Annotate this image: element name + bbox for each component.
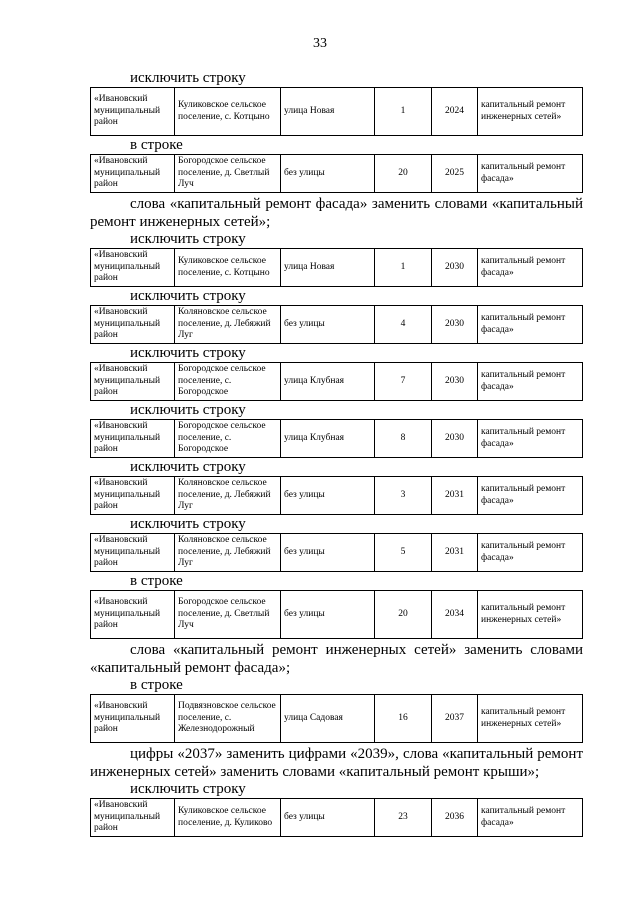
year-cell: 2030 — [432, 306, 478, 344]
table-row — [91, 363, 583, 401]
instruction-line: исключить строку — [130, 231, 246, 247]
settlement-cell: Подвязновское сельское поселение, с. Железнодорожный — [175, 695, 281, 743]
settlement-cell: Куликовское сельское поселение, с. Котцыно — [175, 249, 281, 287]
year-cell: 2037 — [432, 695, 478, 743]
instruction-line: исключить строку — [130, 288, 246, 304]
table-row — [91, 249, 583, 287]
year-cell: 2025 — [432, 155, 478, 193]
settlement-cell: Куликовское сельское поселение, д. Куликово — [175, 799, 281, 837]
table-row — [91, 695, 583, 743]
settlement-cell: Богородское сельское поселение, с. Богородское — [175, 420, 281, 458]
work-type-cell: капитальный ремонт фасада» — [478, 306, 583, 344]
work-type-cell: капитальный ремонт инженерных сетей» — [478, 695, 583, 743]
schedule-row-table — [90, 419, 583, 458]
table-row — [91, 591, 583, 639]
district-cell: «Ивановский муниципальный район — [91, 155, 175, 193]
amendment-paragraph: слова «капитальный ремонт фасада» заменить словами «капитальный ремонт инженерных сетей»; — [90, 196, 583, 230]
year-cell: 2030 — [432, 420, 478, 458]
amendment-paragraph: цифры «2037» заменить цифрами «2039», слова «капитальный ремонт инженерных сетей» заменить словами «капитальный ремонт крыши»; — [90, 746, 583, 780]
schedule-row-table — [90, 476, 583, 515]
schedule-row-table — [90, 154, 583, 193]
table-row — [91, 420, 583, 458]
work-type-cell: капитальный ремонт фасада» — [478, 155, 583, 193]
house-number-cell: 20 — [375, 591, 432, 639]
instruction-line: исключить строку — [130, 70, 246, 86]
instruction-line: исключить строку — [130, 781, 246, 797]
street-cell: без улицы — [281, 534, 375, 572]
table-row — [91, 88, 583, 136]
settlement-cell: Богородское сельское поселение, с. Богородское — [175, 363, 281, 401]
district-cell: «Ивановский муниципальный район — [91, 591, 175, 639]
work-type-cell: капитальный ремонт инженерных сетей» — [478, 591, 583, 639]
settlement-cell: Богородское сельское поселение, д. Светлый Луч — [175, 155, 281, 193]
work-type-cell: капитальный ремонт фасада» — [478, 420, 583, 458]
table-row — [91, 306, 583, 344]
house-number-cell: 1 — [375, 249, 432, 287]
street-cell: улица Клубная — [281, 420, 375, 458]
instruction-line: в строке — [130, 573, 183, 589]
document-body — [90, 70, 583, 838]
street-cell: улица Новая — [281, 88, 375, 136]
year-cell: 2024 — [432, 88, 478, 136]
year-cell: 2034 — [432, 591, 478, 639]
schedule-row-table — [90, 362, 583, 401]
house-number-cell: 8 — [375, 420, 432, 458]
settlement-cell: Коляновское сельское поселение, д. Лебяжий Луг — [175, 534, 281, 572]
house-number-cell: 5 — [375, 534, 432, 572]
house-number-cell: 4 — [375, 306, 432, 344]
settlement-cell: Коляновское сельское поселение, д. Лебяжий Луг — [175, 477, 281, 515]
house-number-cell: 7 — [375, 363, 432, 401]
instruction-line: исключить строку — [130, 402, 246, 418]
settlement-cell: Куликовское сельское поселение, с. Котцыно — [175, 88, 281, 136]
instruction-line: исключить строку — [130, 516, 246, 532]
schedule-row-table — [90, 533, 583, 572]
work-type-cell: капитальный ремонт инженерных сетей» — [478, 88, 583, 136]
work-type-cell: капитальный ремонт фасада» — [478, 799, 583, 837]
district-cell: «Ивановский муниципальный район — [91, 88, 175, 136]
street-cell: улица Садовая — [281, 695, 375, 743]
work-type-cell: капитальный ремонт фасада» — [478, 363, 583, 401]
district-cell: «Ивановский муниципальный район — [91, 695, 175, 743]
district-cell: «Ивановский муниципальный район — [91, 477, 175, 515]
house-number-cell: 16 — [375, 695, 432, 743]
instruction-line: исключить строку — [130, 459, 246, 475]
schedule-row-table — [90, 694, 583, 743]
street-cell: без улицы — [281, 155, 375, 193]
table-row — [91, 477, 583, 515]
work-type-cell: капитальный ремонт фасада» — [478, 477, 583, 515]
schedule-row-table — [90, 590, 583, 639]
instruction-line: в строке — [130, 137, 183, 153]
schedule-row-table — [90, 798, 583, 837]
street-cell: без улицы — [281, 477, 375, 515]
settlement-cell: Коляновское сельское поселение, д. Лебяжий Луг — [175, 306, 281, 344]
schedule-row-table — [90, 305, 583, 344]
table-row — [91, 155, 583, 193]
table-row — [91, 799, 583, 837]
schedule-row-table — [90, 248, 583, 287]
work-type-cell: капитальный ремонт фасада» — [478, 249, 583, 287]
year-cell: 2030 — [432, 363, 478, 401]
district-cell: «Ивановский муниципальный район — [91, 420, 175, 458]
table-row — [91, 534, 583, 572]
district-cell: «Ивановский муниципальный район — [91, 799, 175, 837]
settlement-cell: Богородское сельское поселение, д. Светлый Луч — [175, 591, 281, 639]
street-cell: улица Новая — [281, 249, 375, 287]
house-number-cell: 1 — [375, 88, 432, 136]
page-number: 33 — [313, 36, 327, 51]
schedule-row-table — [90, 87, 583, 136]
instruction-line: исключить строку — [130, 345, 246, 361]
street-cell: без улицы — [281, 799, 375, 837]
year-cell: 2036 — [432, 799, 478, 837]
district-cell: «Ивановский муниципальный район — [91, 249, 175, 287]
amendment-paragraph: слова «капитальный ремонт инженерных сетей» заменить словами «капитальный ремонт фасада»; — [90, 642, 583, 676]
house-number-cell: 23 — [375, 799, 432, 837]
house-number-cell: 20 — [375, 155, 432, 193]
year-cell: 2031 — [432, 534, 478, 572]
district-cell: «Ивановский муниципальный район — [91, 363, 175, 401]
year-cell: 2030 — [432, 249, 478, 287]
year-cell: 2031 — [432, 477, 478, 515]
instruction-line: в строке — [130, 677, 183, 693]
work-type-cell: капитальный ремонт фасада» — [478, 534, 583, 572]
street-cell: без улицы — [281, 306, 375, 344]
street-cell: улица Клубная — [281, 363, 375, 401]
street-cell: без улицы — [281, 591, 375, 639]
district-cell: «Ивановский муниципальный район — [91, 306, 175, 344]
district-cell: «Ивановский муниципальный район — [91, 534, 175, 572]
house-number-cell: 3 — [375, 477, 432, 515]
